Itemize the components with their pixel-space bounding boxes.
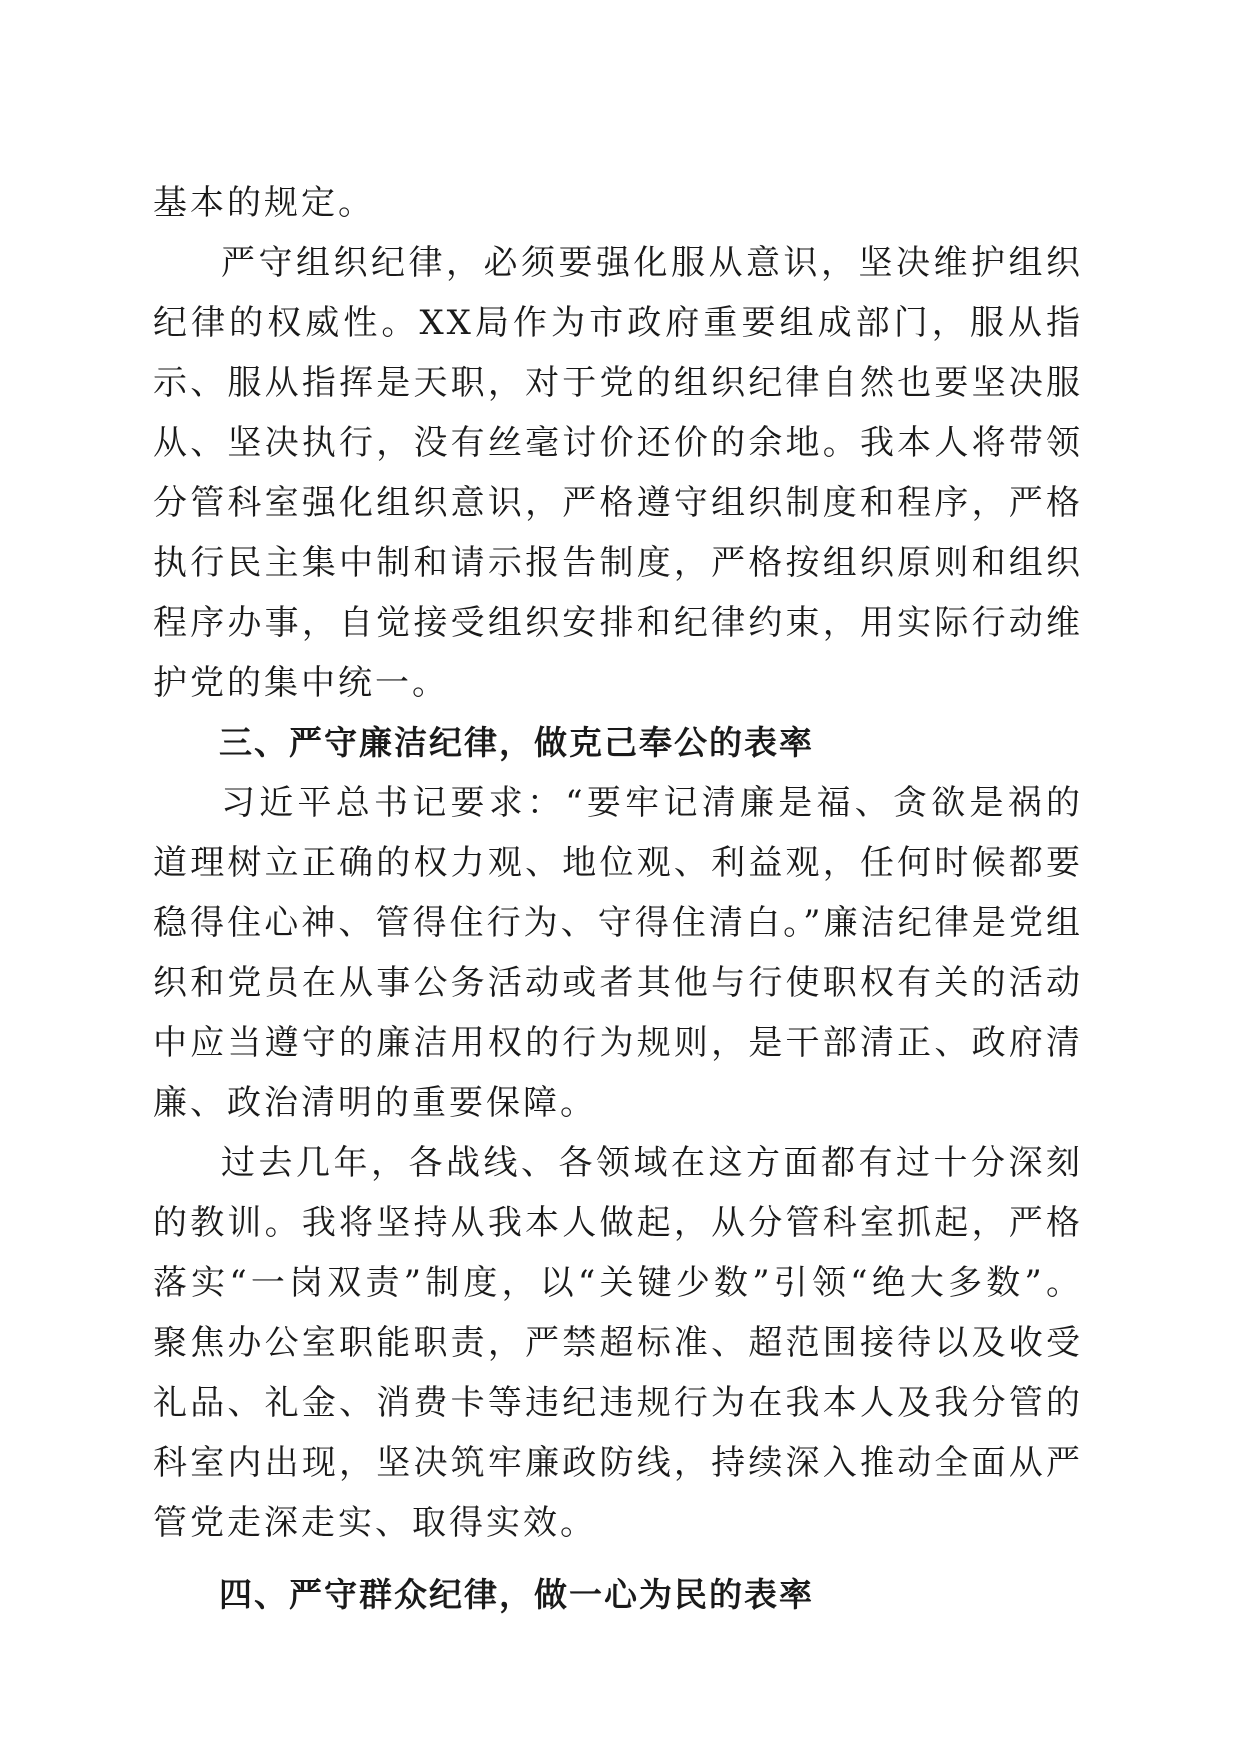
paragraph-continuation: 基本的规定。: [153, 183, 375, 223]
section-heading-integrity: 三、严守廉洁纪律，做克己奉公的表率: [219, 723, 814, 762]
paragraph-organization-discipline: 严守组织纪律，必须要强化服从意识，坚决维护组织纪律的权威性。XX局作为市政府重要组成部门，服从指示、服从指挥是天职，对于党的组织纪律自然也要坚决服从、坚决执行，没有丝毫讨价还价的余地。我本人将带领分管科室强化组织意识，严格遵守组织制度和程序，严格执行民主集中制和请示报告制度，严格按组织原则和组织程序办事，自觉接受组织安排和纪律约束，用实际行动维护党的集中统一。: [153, 243, 1083, 703]
section-heading-mass-discipline: 四、严守群众纪律，做一心为民的表率: [219, 1575, 814, 1614]
paragraph-integrity-quote: 习近平总书记要求：“要牢记清廉是福、贪欲是祸的道理树立正确的权力观、地位观、利益观，任何时候都要稳得住心神、管得住行为、守得住清白。”廉洁纪律是党组织和党员在从事公务活动或者其他与行使职权有关的活动中应当遵守的廉洁用权的行为规则，是干部清正、政府清廉、政治清明的重要保障。: [153, 783, 1083, 1123]
document-body: [153, 173, 1083, 1625]
paragraph-integrity-commitment: 过去几年，各战线、各领域在这方面都有过十分深刻的教训。我将坚持从我本人做起，从分管科室抓起，严格落实“一岗双责”制度，以“关键少数”引领“绝大多数”。聚焦办公室职能职责，严禁超标准、超范围接待以及收受礼品、礼金、消费卡等违纪违规行为在我本人及我分管的科室内出现，坚决筑牢廉政防线，持续深入推动全面从严管党走深走实、取得实效。: [153, 1143, 1083, 1543]
